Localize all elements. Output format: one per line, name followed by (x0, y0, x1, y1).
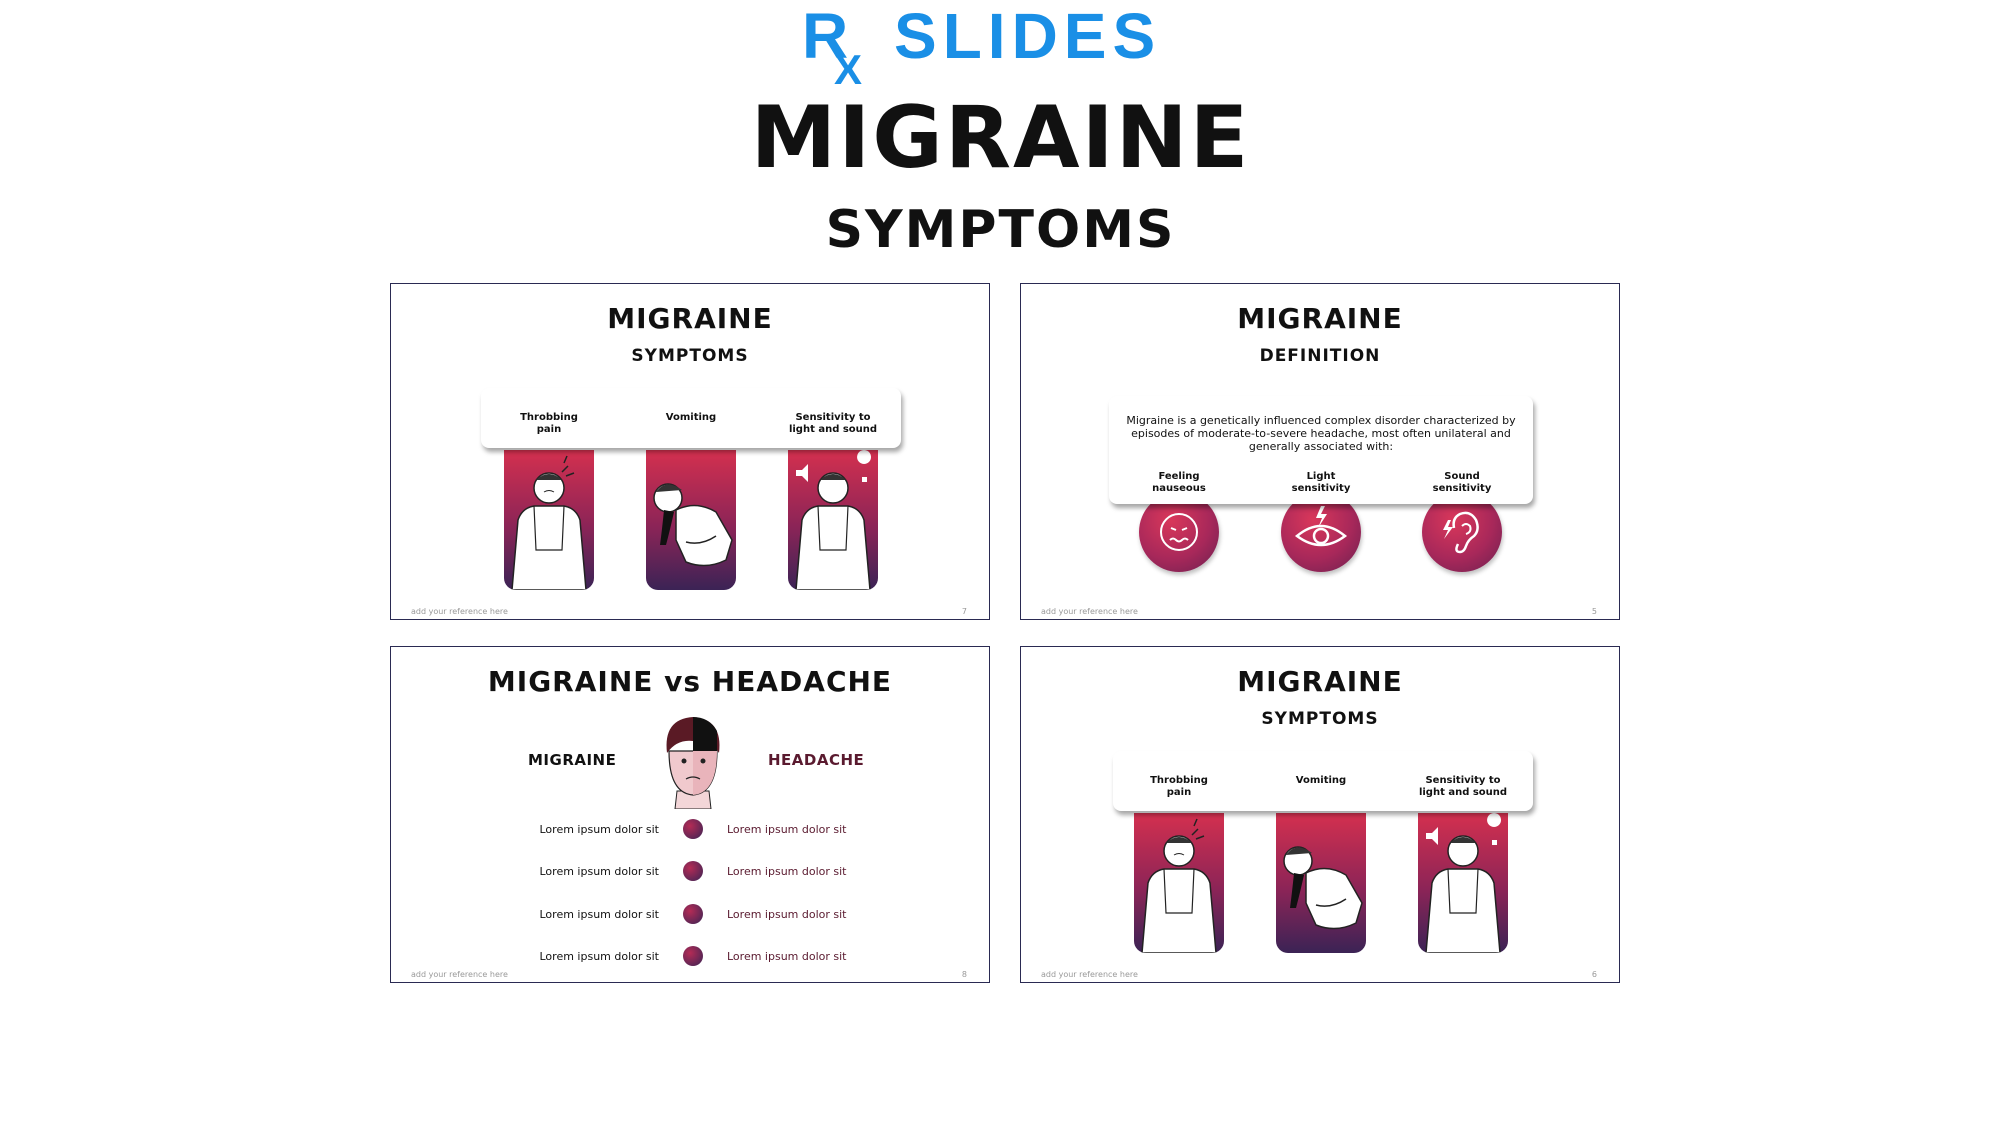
face-head-icon (659, 711, 727, 809)
symptom-label: Vomiting (1295, 775, 1347, 786)
slide-thumbnail-symptoms-7[interactable] (390, 283, 990, 620)
slide-thumbnail-symptoms-6[interactable] (1020, 646, 1620, 983)
headache-item: Lorem ipsum dolor sit (727, 823, 847, 836)
light-sound-card (1418, 813, 1508, 953)
ear-lightning-icon (1422, 492, 1502, 572)
bullet-dot (683, 904, 703, 924)
slide-title: MIGRAINE (607, 302, 773, 335)
migraine-item: Lorem ipsum dolor sit (539, 908, 659, 921)
light-sound-sensitivity-figure-icon (788, 450, 878, 590)
vomiting-card (1276, 813, 1366, 953)
logo-prefix: R (802, 4, 849, 72)
vomiting-figure-icon (646, 450, 736, 590)
vomiting-figure-icon (1276, 813, 1366, 953)
light-sound-card (788, 450, 878, 590)
bullet-dot (683, 819, 703, 839)
migraine-column-header: MIGRAINE (528, 751, 617, 769)
symptom-label: Throbbing pain (1150, 775, 1208, 798)
page-subtitle: SYMPTOMS (825, 200, 1176, 260)
throbbing-pain-figure-icon (1134, 813, 1224, 953)
migraine-item: Lorem ipsum dolor sit (539, 950, 659, 963)
symptom-label-banner (1113, 751, 1533, 811)
throbbing-pain-figure-icon (504, 450, 594, 590)
definition-text: Migraine is a genetically influenced complex disorder characterized by episodes of moderate-to-severe headache, most often unilateral and generally associated with: (1126, 414, 1516, 453)
definition-banner (1109, 396, 1533, 504)
vomiting-card (646, 450, 736, 590)
rxslides-logo (802, 4, 1207, 86)
logo-subscript: X (834, 46, 863, 86)
slide-number: 7 (961, 607, 967, 616)
slide-title: MIGRAINE (1237, 302, 1403, 335)
bullet-dot (683, 861, 703, 881)
association-label: Sound sensitivity (1432, 471, 1492, 494)
bullet-dot (683, 946, 703, 966)
reference-note: add your reference here (1041, 970, 1138, 979)
light-sound-sensitivity-figure-icon (1418, 813, 1508, 953)
association-label: Light sensitivity (1291, 471, 1351, 494)
reference-note: add your reference here (411, 607, 508, 616)
headache-item: Lorem ipsum dolor sit (727, 865, 847, 878)
eye-lightning-icon (1281, 492, 1361, 572)
reference-note: add your reference here (1041, 607, 1138, 616)
slide-number: 8 (961, 970, 967, 979)
slide-number: 6 (1591, 970, 1597, 979)
throbbing-pain-card (504, 450, 594, 590)
slide-thumbnail-definition-5[interactable] (1020, 283, 1620, 620)
slide-title: MIGRAINE vs HEADACHE (487, 665, 893, 698)
association-label: Feeling nauseous (1152, 471, 1206, 494)
reference-note: add your reference here (411, 970, 508, 979)
logo-word: SLIDES (894, 4, 1162, 72)
symptom-label: Sensitivity to light and sound (1418, 775, 1508, 798)
page-title: MIGRAINE (750, 88, 1251, 188)
migraine-item: Lorem ipsum dolor sit (539, 865, 659, 878)
headache-item: Lorem ipsum dolor sit (727, 908, 847, 921)
migraine-item: Lorem ipsum dolor sit (539, 823, 659, 836)
nauseous-face-icon (1139, 492, 1219, 572)
slide-thumbnail-vs-8[interactable] (390, 646, 990, 983)
headache-item: Lorem ipsum dolor sit (727, 950, 847, 963)
slide-subtitle: SYMPTOMS (631, 346, 749, 366)
symptom-label: Vomiting (665, 412, 717, 423)
slide-subtitle: SYMPTOMS (1261, 709, 1379, 729)
slide-number: 5 (1591, 607, 1597, 616)
throbbing-pain-card (1134, 813, 1224, 953)
symptom-label: Sensitivity to light and sound (788, 412, 878, 435)
symptom-label-banner (481, 388, 901, 448)
slide-subtitle: DEFINITION (1259, 346, 1381, 366)
headache-column-header: HEADACHE (768, 751, 865, 769)
slide-title: MIGRAINE (1237, 665, 1403, 698)
symptom-label: Throbbing pain (520, 412, 578, 435)
